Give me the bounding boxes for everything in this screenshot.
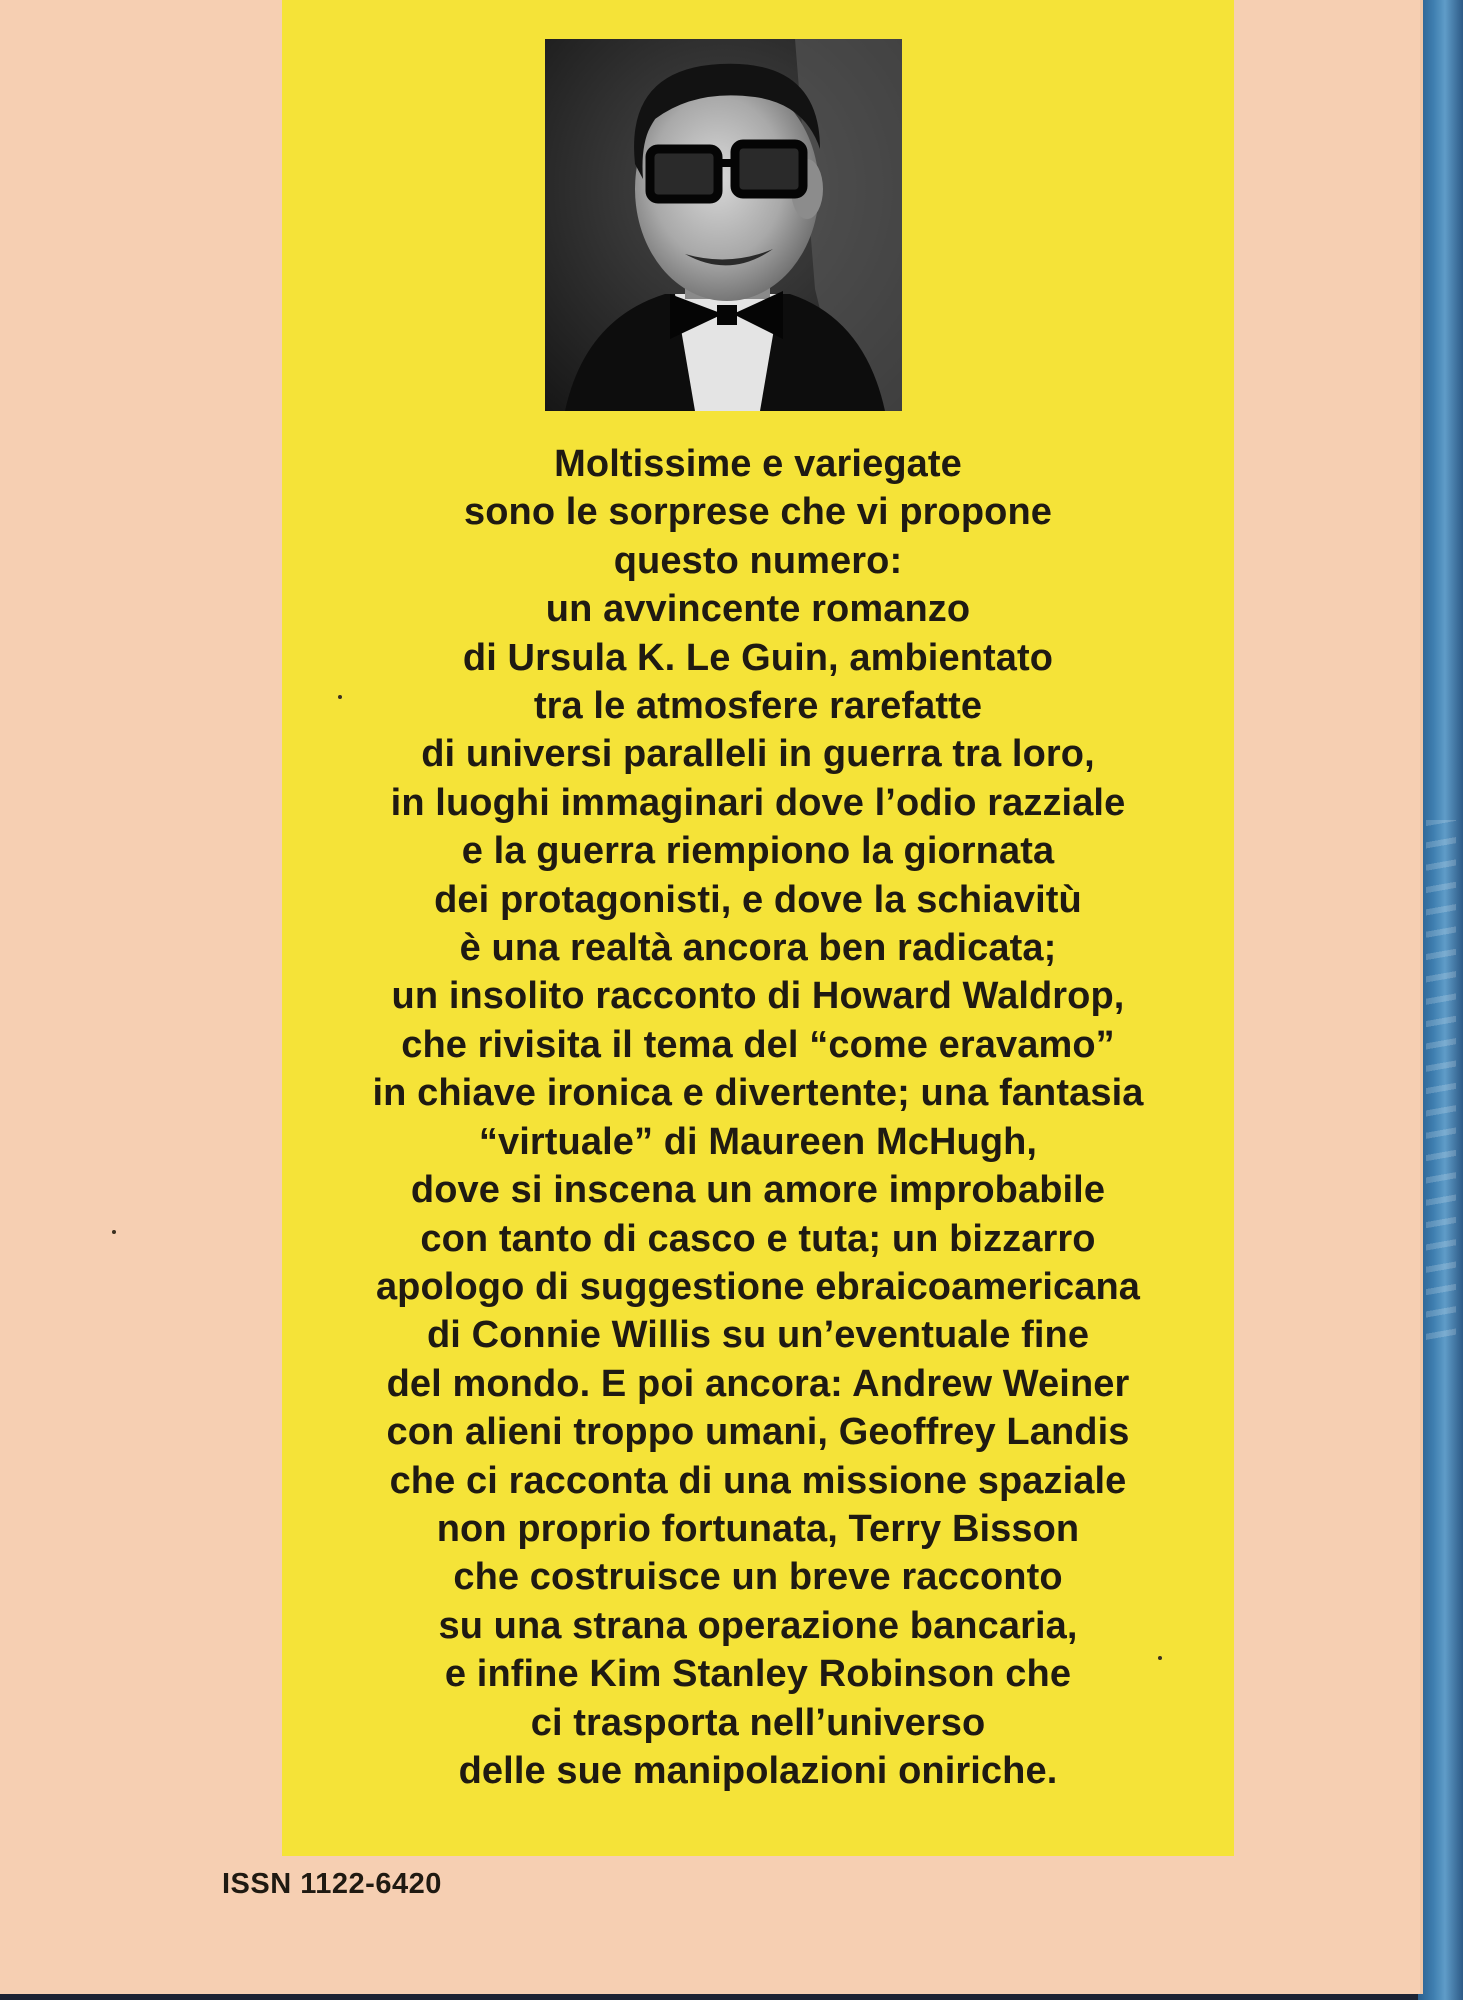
- synopsis-line: “virtuale” di Maureen McHugh,: [478, 1120, 1038, 1163]
- synopsis-line: con tanto di casco e tuta; un bizzarro: [420, 1217, 1096, 1260]
- synopsis-line: dove si inscena un amore improbabile: [410, 1169, 1106, 1212]
- synopsis-line: tra le atmosfere rarefatte: [533, 685, 983, 728]
- author-portrait-photo: [545, 39, 902, 411]
- issn-number: ISSN 1122-6420: [222, 1868, 442, 1900]
- synopsis-line: delle sue manipolazioni oniriche.: [458, 1749, 1058, 1792]
- synopsis-line: che ci racconta di una missione spaziale: [389, 1459, 1127, 1502]
- synopsis-line: un avvincente romanzo: [545, 588, 971, 631]
- synopsis-line: questo numero:: [613, 539, 903, 582]
- synopsis-line: di universi paralleli in guerra tra loro,: [421, 733, 1095, 776]
- inner-cover-edge: [1418, 0, 1463, 2000]
- synopsis-line: in chiave ironica e divertente; una fantasia: [372, 1072, 1144, 1115]
- synopsis-line: di Connie Willis su un’eventuale fine: [426, 1314, 1090, 1357]
- print-speck: [112, 1230, 116, 1234]
- synopsis-line: in luoghi immaginari dove l’odio razziale: [390, 781, 1126, 824]
- synopsis-line: non proprio fortunata, Terry Bisson: [436, 1507, 1080, 1550]
- synopsis-line: che costruisce un breve racconto: [453, 1556, 1063, 1599]
- synopsis-line: è una realtà ancora ben radicata;: [459, 927, 1057, 970]
- synopsis-line: di Ursula K. Le Guin, ambientato: [462, 636, 1054, 679]
- synopsis-line: su una strana operazione bancaria,: [438, 1604, 1078, 1647]
- synopsis-line: che rivisita il tema del “come eravamo”: [401, 1023, 1115, 1066]
- synopsis-line: del mondo. E poi ancora: Andrew Weiner: [386, 1362, 1130, 1405]
- synopsis-line: e la guerra riempiono la giornata: [461, 830, 1055, 873]
- synopsis-line: apologo di suggestione ebraicoamericana: [375, 1265, 1141, 1308]
- synopsis-line: ci trasporta nell’universo: [530, 1701, 986, 1744]
- synopsis-line: dei protagonisti, e dove la schiavitù: [434, 878, 1082, 921]
- synopsis-line: con alieni troppo umani, Geoffrey Landis: [386, 1411, 1130, 1454]
- print-speck: [338, 695, 342, 699]
- synopsis-line: sono le sorprese che vi propone: [463, 491, 1053, 534]
- print-speck: [1158, 1656, 1162, 1660]
- synopsis-text: [282, 440, 1234, 1795]
- synopsis-line: Moltissime e variegate: [554, 443, 962, 485]
- synopsis-line: un insolito racconto di Howard Waldrop,: [391, 975, 1125, 1018]
- synopsis-line: e infine Kim Stanley Robinson che: [444, 1653, 1072, 1696]
